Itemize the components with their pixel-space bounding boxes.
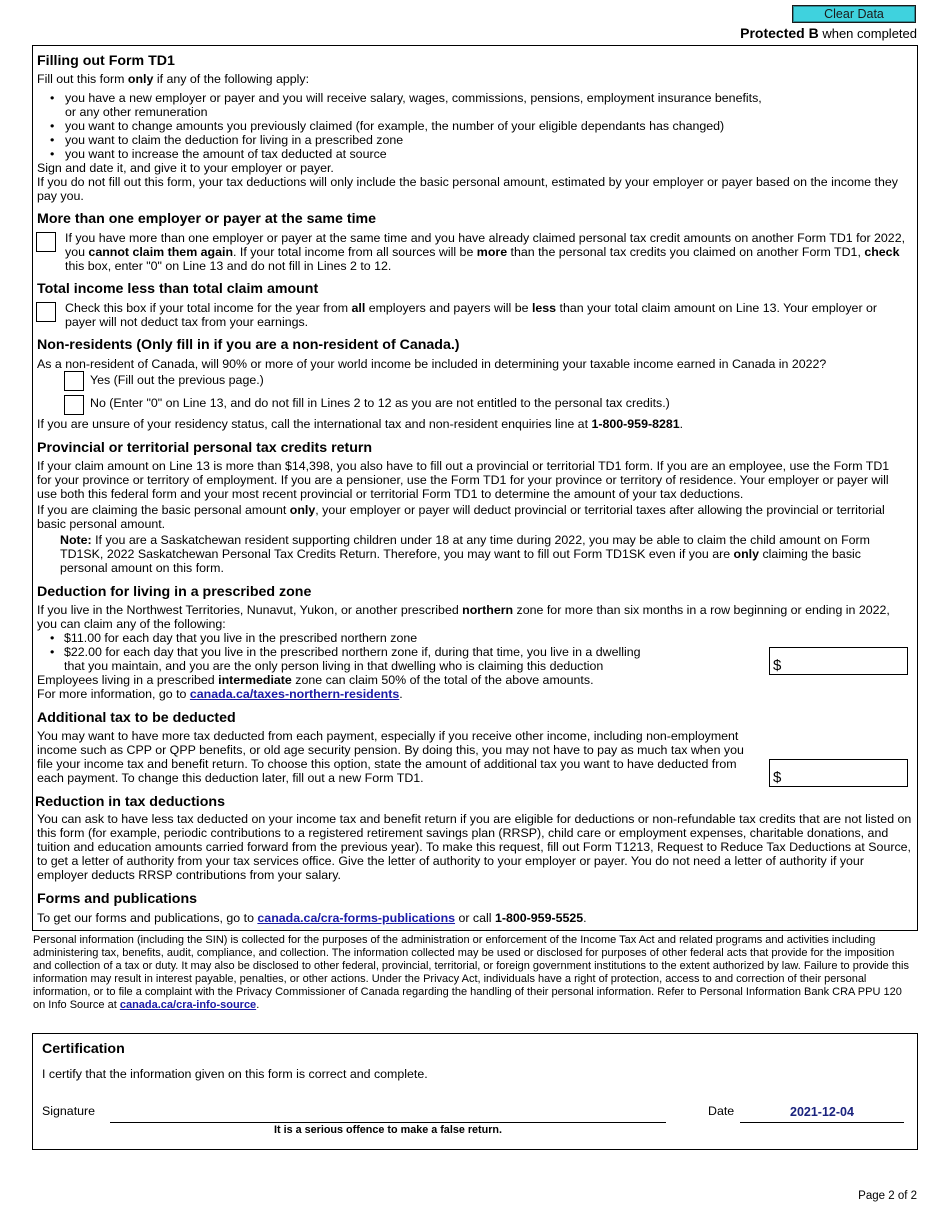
prov-p1: If your claim amount on Line 13 is more than $14,398, you also have to fill out a provincial or territorial TD1 form. If you are an employee, use the Form TD1 for your province or territory of employment. If you are a pensioner, use the Form TD1 for your province or territory of residence. Your employer or payer will use both this federal form and your most recent provincial or territorial Form TD1 to determine the amount of your tax deductions. — [37, 459, 890, 501]
filling-title: Filling out Form TD1 — [37, 53, 175, 69]
date-value: 2021-12-04 — [790, 1105, 854, 1119]
total-income-title: Total income less than total claim amount — [37, 281, 319, 297]
prov-title: Provincial or territorial personal tax credits return — [37, 440, 373, 456]
forms-publications-link[interactable]: canada.ca/cra-forms-publications — [257, 911, 456, 925]
nonres-no-checkbox[interactable] — [64, 395, 84, 415]
notfill-text: If you do not fill out this form, your tax deductions will only include the basic personal amount, estimated by your employer or payer based on the income they pay you. — [37, 175, 898, 203]
page-number: Page 2 of 2 — [858, 1190, 917, 1202]
prov-p2: If you are claiming the basic personal amount only, your employer or payer will deduct provincial or territorial taxes after allowing the provincial or territorial basic personal amount. — [37, 503, 885, 531]
total-income-checkbox[interactable] — [36, 302, 56, 322]
prov-note: Note: If you are a Saskatchewan resident supporting children under 18 at any time during 2022, you may be able to claim the child amount on Form TD1SK, 2022 Saskatchewan Personal Tax Credits Return. Therefore, you may want to fill out Form TD1SK even if you are only claiming the basic personal amount on this form. — [60, 533, 870, 575]
nonres-yes-label: Yes (Fill out the previous page.) — [90, 373, 264, 387]
reduction-text: You can ask to have less tax deducted on your income tax and benefit return if you are eligible for deductions or non-refundable tax credits that are not listed on this form (for example, periodic contributions to a registered retirement savings plan (RRSP), child care or employment expenses, charitable donations, and tuition and education amounts carried forward from the previous year). To make this request, fill out Form T1213, Request to Reduce Tax Deductions at Source, to get a letter of authority from your tax services office. Give the letter of authority to your employer or payer. You do not need a letter of authority if your employer deducts RRSP contributions from your salary. — [37, 812, 912, 882]
list-item: • you want to change amounts you previously claimed (for example, the number of your eligible dependants has changed) — [37, 119, 907, 133]
list-item: • you want to claim the deduction for living in a prescribed zone — [37, 133, 907, 147]
zone-intermediate: Employees living in a prescribed intermediate zone can claim 50% of the total of the above amounts. — [37, 673, 594, 687]
filling-bullets — [37, 91, 907, 161]
list-item: • $11.00 for each day that you live in the prescribed northern zone — [37, 631, 677, 645]
zone-title: Deduction for living in a prescribed zone — [37, 584, 312, 600]
forms-title: Forms and publications — [37, 891, 198, 907]
more-than-one-text: If you have more than one employer or payer at the same time and you have already claimed personal tax credit amounts on another Form TD1 for 2022, you cannot claim them again. If your total income from all sources will be more than the personal tax credits you claimed on another Form TD1, check this box, enter "0" on Line 13 and do not fill in Lines 2 to 12. — [65, 231, 906, 273]
more-than-one-checkbox[interactable] — [36, 232, 56, 252]
protected-b-label: Protected B when completed — [740, 25, 917, 41]
sign-text: Sign and date it, and give it to your employer or payer. — [37, 161, 334, 175]
forms-text: To get our forms and publications, go to canada.ca/cra-forms-publications or call 1-800-959-5525. — [37, 911, 587, 925]
certification-title: Certification — [42, 1041, 125, 1057]
date-label: Date — [708, 1104, 735, 1118]
nonres-unsure-text: If you are unsure of your residency status, call the international tax and non-resident enquiries line at 1-800-959-8281. — [37, 417, 684, 431]
info-source-link[interactable]: canada.ca/cra-info-source — [119, 999, 257, 1012]
zone-p1: If you live in the Northwest Territories, Nunavut, Yukon, or another prescribed northern zone for more than six months in a row beginning or ending in 2022, you can claim any of the following: — [37, 603, 890, 631]
additional-title: Additional tax to be deducted — [37, 710, 236, 726]
additional-amount-field[interactable] — [769, 759, 908, 787]
additional-text: You may want to have more tax deducted from each payment, especially if you receive other income, including non-employment income such as CPP or QPP benefits, or old age security pension. By doing this, you may not have to pay as much tax when you file your income tax and benefit return. To choose this option, state the amount of additional tax you want to have deducted from each payment. To change this deduction later, fill out a new Form TD1. — [37, 729, 744, 785]
nonres-no-label: No (Enter "0" on Line 13, and do not fill in Lines 2 to 12 as you are not entitled to the personal tax credits.) — [90, 396, 670, 410]
clear-data-button[interactable]: Clear Data — [792, 5, 916, 23]
zone-amount-field[interactable] — [769, 647, 908, 675]
nonres-title: Non-residents (Only fill in if you are a non-resident of Canada.) — [37, 337, 460, 353]
false-return-warning: It is a serious offence to make a false return. — [274, 1124, 503, 1136]
filling-intro: Fill out this form only if any of the following apply: — [37, 72, 310, 86]
list-item: • $22.00 for each day that you live in the prescribed northern zone if, during that time, you live in a dwelling that you maintain, and you are the only person living in that dwelling who is claiming this deduction — [37, 645, 646, 673]
date-field[interactable] — [740, 1122, 904, 1123]
zone-bullets — [37, 631, 677, 673]
dollar-sign: $ — [773, 769, 782, 786]
more-than-one-title: More than one employer or payer at the same time — [37, 211, 377, 227]
signature-label: Signature — [42, 1104, 96, 1118]
zone-more-info: For more information, go to canada.ca/taxes-northern-residents. — [37, 687, 403, 701]
reduction-title: Reduction in tax deductions — [35, 794, 225, 810]
dollar-sign: $ — [773, 657, 782, 674]
northern-residents-link[interactable]: canada.ca/taxes-northern-residents — [189, 687, 400, 701]
nonres-question: As a non-resident of Canada, will 90% or more of your world income be included in determining your taxable income earned in Canada in 2022? — [37, 357, 827, 371]
privacy-notice: Personal information (including the SIN) is collected for the purposes of the administration or enforcement of the Income Tax Act and related programs and activities including administering tax, benefits, audit, compliance, and collection. The information collected may be used or disclosed for purposes of other federal acts that provide for the imposition and collection of a tax or duty. It may also be disclosed to other federal, provincial, territorial, or foreign government institutions to the extent authorized by law. Failure to provide this information may result in interest payable, penalties, or other actions. Under the Privacy Act, individuals have a right of protection, access to and correction of their personal information, or to file a complaint with the Privacy Commissioner of Canada regarding the handling of their personal information. Refer to Personal Information Bank CRA PPU 120 on Info Source at canada.ca/cra-info-source. — [33, 934, 909, 1012]
list-item: • you want to increase the amount of tax deducted at source — [37, 147, 907, 161]
list-item: • you have a new employer or payer and you will receive salary, wages, commissions, pensions, employment insurance benefits, or any other remuneration — [37, 91, 907, 119]
total-income-text: Check this box if your total income for the year from all employers and payers will be less than your total claim amount on Line 13. Your employer or payer will not deduct tax from your earnings. — [65, 301, 878, 329]
certification-statement: I certify that the information given on this form is correct and complete. — [42, 1067, 428, 1081]
nonres-yes-checkbox[interactable] — [64, 371, 84, 391]
